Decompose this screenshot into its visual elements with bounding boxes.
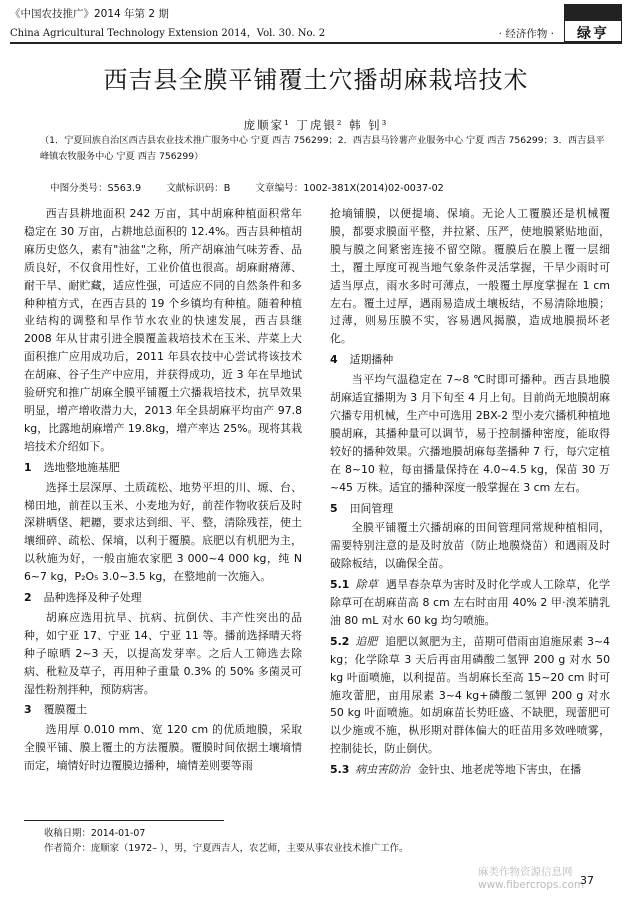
body-left-column — [24, 205, 302, 775]
page-number: 37 — [580, 874, 594, 887]
section-number: 4 — [330, 353, 338, 367]
section-title: 适期播种 — [349, 353, 394, 367]
section-number: 1 — [24, 460, 32, 474]
subsection-number: 5.1 — [330, 578, 350, 592]
section-4-text: 当平均气温稳定在 7~8 ℃时即可播种。西吉县地膜胡麻适宜播期为 3 月下旬至 4 月上旬。目前尚无地膜胡麻穴播专用机械，生产中可选用 2BX-2 型小麦穴播机种植地膜胡麻，其播种量可以调节，易于控制播种密度，能取得较好的播种效果。穴播地膜胡麻每垄播种 7 行，每穴定植在 8~10 粒，每亩播量保持在 4.0~4.5 kg，保苗 30 万~45 万株。适宜的播种深度一般掌握在 3 cm 左右。 — [330, 373, 610, 494]
watermark: 麻类作物资源信息网 www.fibercrops.com — [478, 866, 585, 891]
section-number: 2 — [24, 591, 32, 605]
body-right-column — [330, 205, 610, 779]
subsection-5-1 — [330, 576, 610, 630]
section-4-heading — [330, 351, 610, 369]
section-title: 覆膜覆土 — [43, 703, 88, 717]
section-3-continued: 抢墒铺膜，以便提墒、保墒。无论人工覆膜还是机械覆膜，都要求膜面平整，并拉紧、压严，使地膜紧贴地面，膜与膜之间紧密连接不留空隙。覆膜后在膜上覆一层细土，覆土厚度可视当地气象条件灵活掌握，干旱少雨时可适当厚点，雨水多时可薄点，一般覆土厚度掌握在 1 cm 左右。覆土过厚，遇雨易造成土壤板结，不易清除地膜；过薄，则易压膜不实，容易遇风揭膜，造成地膜损坏老化。 — [330, 207, 610, 346]
clc-number: 中图分类号：S563.9 — [50, 183, 142, 194]
section-5-heading — [330, 500, 610, 518]
authors: 庞顺家¹ 丁虎银² 韩 钊³ — [243, 118, 389, 132]
document-code: 文献标识码：B — [166, 183, 231, 194]
section-title: 选地整地施基肥 — [43, 460, 120, 474]
journal-title-cn: 《中国农技推广》2014 年第 2 期 — [10, 8, 169, 20]
intro-paragraph: 西吉县耕地面积 242 万亩，其中胡麻种植面积常年稳定在 30 万亩，占耕地总面积的 12.4%。西吉县种植胡麻历史悠久，素有"油盆"之称，所产胡麻油气味芳香、品质良好，不仅食用性好，工业价值也很高。胡麻耐瘠薄、耐干旱、耐贮藏，适应性强，可适应不同的自然条件和多种种植方式，在西吉县的 19 个乡镇均有种植。随着种植业结构的调整和旱作节水农业的快速发展，西吉县继 2008 年从甘肃引进全膜覆盖栽培技术在玉米、芹菜上大面积推广应用成功后，2011 年县农技中心尝试将该技术在胡麻、谷子生产中应用，并获得成功，近 3 年在旱地试验研究和推广胡麻全膜平铺覆土穴播栽培技术，抗旱效果明显，增产增收潜力大，2013 年全县胡麻平均亩产 97.8 kg，比露地胡麻增产 19.8kg，增产率达 25%。现将其栽培技术介绍如下。 — [24, 207, 302, 453]
section-3-text: 选用厚 0.010 mm、宽 120 cm 的优质地膜，采取全膜平铺、膜上覆土的方法覆膜。覆膜时间依据土壤墒情而定，墒情好时边覆膜边播种，墒情差则要等雨 — [24, 723, 302, 773]
logo-banner — [565, 5, 621, 21]
section-2-heading — [24, 589, 302, 607]
sponsor-logo — [564, 4, 622, 42]
footnote — [44, 826, 408, 856]
subsection-text: 金针虫、地老虎等地下害虫，在播 — [417, 763, 582, 777]
article-meta — [50, 180, 610, 194]
header-rule — [10, 42, 622, 44]
section-1-heading — [24, 459, 302, 477]
affiliations: （1．宁夏回族自治区西吉县农业技术推广服务中心 宁夏 西吉 756299；2．西吉县马铃薯产业服务中心 宁夏 西吉 756299；3．西吉县平峰镇农牧服务中心 宁夏 西吉 756299） — [40, 135, 605, 162]
subsection-5-3 — [330, 761, 610, 779]
article-title: 西吉县全膜平铺覆土穴播胡麻栽培技术 — [103, 66, 529, 94]
subsection-text: 遇旱春杂草为害时及时化学或人工除草，化学除草可在胡麻苗高 8 cm 左右时亩用 40% 2 甲·溴苯腈乳油 80 mL 对水 60 kg 均匀喷施。 — [330, 578, 610, 627]
subsection-text: 追肥以氮肥为主，苗期可借雨亩追施尿素 3~4 kg；化学除草 3 天后再亩用磷酸二氢钾 200 g 对水 50 kg 叶面喷施，以利提苗。当胡麻长至高 15~20 cm 时可施攻蕾肥，亩用尿素 3~4 kg+磷酸二氢钾 200 g 对水 50 kg 叶面喷施。如胡麻苗长势旺盛、不缺肥，现蕾肥可以少施或不施，枞形期对群体偏大的旺苗用多效唑喷雾，控制徒长，防止倒伏。 — [330, 634, 610, 756]
section-number: 5 — [330, 501, 338, 515]
section-label: · 经济作物 · — [498, 28, 554, 40]
subsection-title: 追肥 — [355, 634, 378, 648]
subsection-number: 5.3 — [330, 763, 350, 777]
subsection-title: 除草 — [355, 578, 379, 592]
logo-text: 绿亨 — [577, 26, 609, 42]
author-bio: 作者简介：庞顺家（1972– ），男，宁夏西吉人，农艺师，主要从事农业技术推广工作。 — [44, 843, 409, 854]
footnote-rule — [24, 820, 224, 821]
subsection-title: 病虫害防治 — [355, 763, 410, 777]
section-title: 田间管理 — [349, 501, 394, 515]
section-3-heading — [24, 701, 302, 719]
section-2-text: 胡麻应选用抗旱、抗病、抗倒伏、丰产性突出的品种，如宁亚 17、宁亚 14、宁亚 11 等。播前选择晴天将种子晾晒 2~3 天，以提高发芽率。之后人工筛选去除病、秕粒及草子，再用种子重量 0.3% 的 50% 多菌灵可湿性粉剂拌种，预防病害。 — [24, 610, 302, 696]
received-date: 收稿日期：2014-01-07 — [44, 828, 146, 839]
section-title: 品种选择及种子处理 — [43, 591, 142, 605]
article-number: 文章编号：1002-381X(2014)02-0037-02 — [255, 183, 444, 194]
section-number: 3 — [24, 703, 32, 717]
journal-title-en: China Agricultural Technology Extension 2014，Vol. 30. No. 2 — [10, 28, 326, 39]
subsection-number: 5.2 — [330, 634, 350, 648]
section-1-text: 选择土层深厚、土质疏松、地势平坦的川、塬、台、梯田地，前茬以玉米、小麦地为好，前茬作物收获后及时深耕晒垡、耙耱，要求达到细、平、整，清除残茬，使土壤细碎、疏松、保墒，以利于覆膜。底肥以有机肥为主，以秋施为好，一般亩施农家肥 3 000~4 000 kg，纯 N 6~7 kg，P₂O₅ 3.0~3.5 kg，在整地前一次施入。 — [24, 480, 302, 584]
section-5-text: 全膜平铺覆土穴播胡麻的田间管理同常规种植相同，需要特别注意的是及时放苗（防止地膜烧苗）和遇雨及时破除板结，以确保全苗。 — [330, 521, 610, 571]
subsection-5-2 — [330, 633, 610, 758]
